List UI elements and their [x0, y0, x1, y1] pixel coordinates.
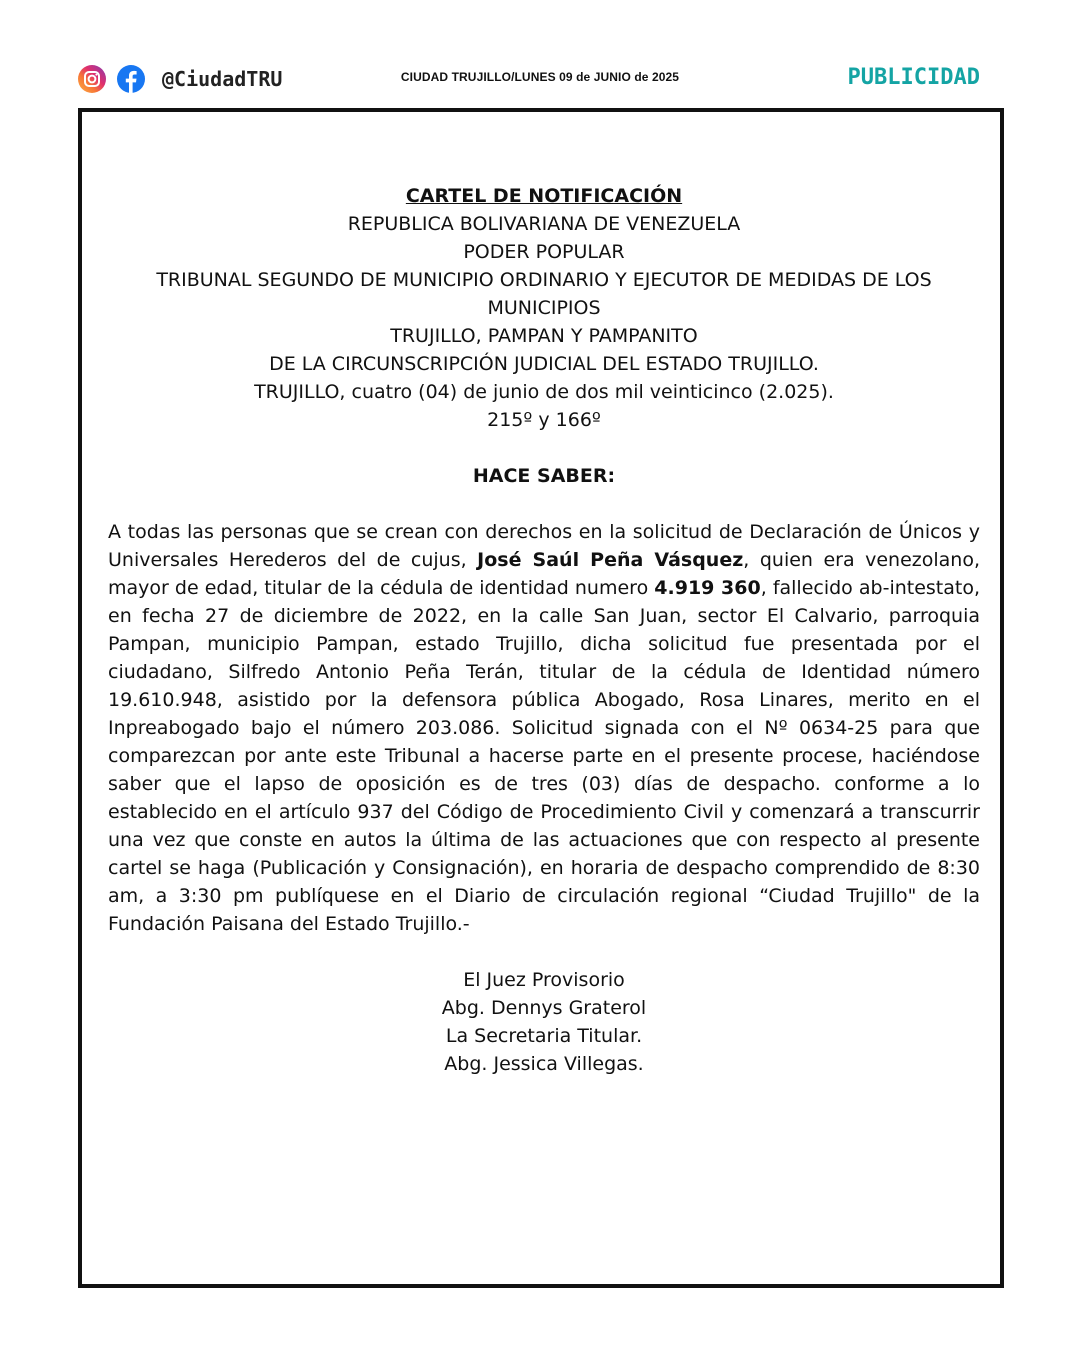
- heading-line-municipios: TRUJILLO, PAMPAN Y PAMPANITO: [390, 325, 698, 347]
- signature-line-judge-title: El Juez Provisorio: [463, 969, 625, 991]
- deceased-name: José Saúl Peña Vásquez: [477, 549, 744, 571]
- heading-line-tribunal: TRIBUNAL SEGUNDO DE MUNICIPIO ORDINARIO Y EJECUTOR DE MEDIDAS DE LOS MUNICIPIOS: [156, 269, 932, 319]
- page-header: [0, 60, 1080, 100]
- instagram-icon[interactable]: [77, 64, 107, 94]
- signatures-block: [108, 966, 980, 1078]
- hace-saber-heading: HACE SABER:: [472, 465, 616, 487]
- body-text-part3: , fallecido ab-intestato, en fecha 27 de diciembre de 2022, en la calle San Juan, sector El Calvario, parroquia Pampan, municipio Pampan, estado Trujillo, dicha solicitud fue presentada por el ciudadano, Silfredo Antonio Peña Terán, titular de la cédula de Identidad número 19.610.948, asistido por la defensora pública Abogado, Rosa Linares, merito en el Inpreabogado bajo el número 203.086. Solicitud signada con el Nº 0634-25 para que comparezcan por ante este Tribunal a hacerse parte en el presente procese, haciéndose saber que el lapso de oposición es de tres (03) días de despacho. conforme a lo establecido en el artículo 937 del Código de Procedimiento Civil y comenzará a transcurrir una vez que conste en autos la última de las actuaciones que con respecto al presente cartel se haga (Publicación y Consignación), en horaria de despacho comprendido de 8:30 am, a 3:30 pm publíquese en el Diario de circulación regional “Ciudad Trujillo" de la Fundación Paisana del Estado Trujillo.-: [108, 577, 981, 935]
- heading-line-poder: PODER POPULAR: [463, 241, 625, 263]
- notice-body: [108, 518, 980, 938]
- social-handle[interactable]: @CiudadTRU: [162, 67, 283, 91]
- body-text-part2: , quien era venezolano, mayor de edad, titular de la cédula de identidad numero: [108, 549, 980, 599]
- notice-title: CARTEL DE NOTIFICACIÓN: [405, 185, 683, 207]
- heading-line-circunscripcion: DE LA CIRCUNSCRIPCIÓN JUDICIAL DEL ESTADO TRUJILLO.: [269, 353, 819, 375]
- notice-frame: [78, 108, 1004, 1288]
- body-text-part1: A todas las personas que se crean con derechos en la solicitud de Declaración de Únicos y Universales Herederos del de cujus,: [108, 521, 980, 571]
- signature-line-judge-name: Abg. Dennys Graterol: [441, 997, 647, 1019]
- heading-line-date: TRUJILLO, cuatro (04) de junio de dos mil veinticinco (2.025).: [254, 381, 834, 403]
- signature-line-secretary-title: La Secretaria Titular.: [445, 1025, 643, 1047]
- heading-line-years: 215º y 166º: [487, 409, 601, 431]
- id-number: 4.919 360: [654, 577, 761, 599]
- facebook-icon[interactable]: [116, 64, 146, 94]
- signature-line-secretary-name: Abg. Jessica Villegas.: [444, 1053, 644, 1075]
- publicidad-tag: PUBLICIDAD: [847, 65, 980, 90]
- dateline: CIUDAD TRUJILLO/LUNES 09 de JUNIO de 2025: [400, 70, 680, 84]
- heading-line-republica: REPUBLICA BOLIVARIANA DE VENEZUELA: [347, 213, 741, 235]
- notice-content: [108, 182, 980, 1078]
